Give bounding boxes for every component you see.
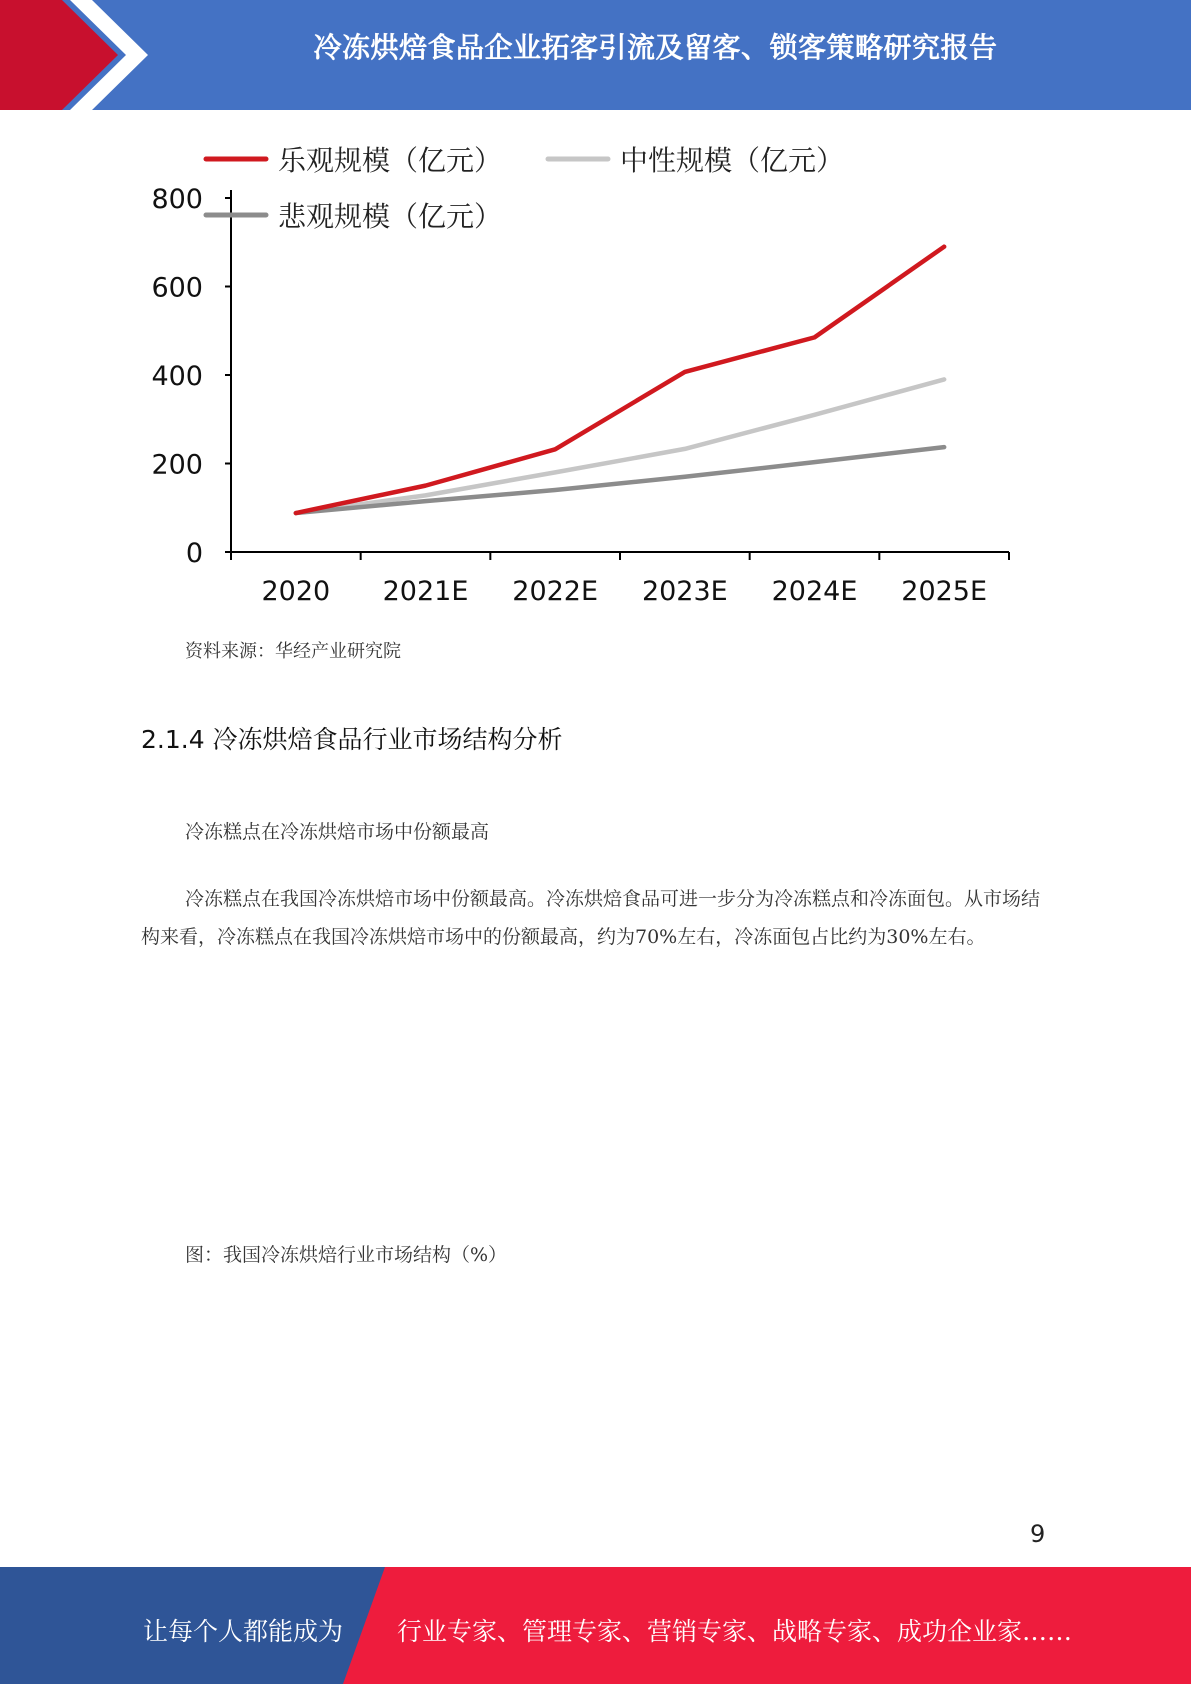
y-tick-label: 800 (151, 184, 203, 215)
series-line-0 (296, 247, 944, 513)
section-subtitle: 冷冻糕点在冷冻烘焙市场中份额最高 (185, 821, 490, 843)
x-tick-label: 2023E (641, 576, 728, 607)
figure-caption: 图：我国冷冻烘焙行业市场结构（%） (185, 1244, 508, 1266)
footer-slogan-left: 让每个人都能成为 (143, 1617, 344, 1646)
page-header (0, 0, 1191, 110)
x-tick-label: 2024E (771, 576, 858, 607)
legend-label-0: 乐观规模（亿元） (278, 144, 503, 177)
y-tick-label: 200 (151, 449, 203, 481)
y-tick-label: 0 (185, 538, 203, 569)
legend-label-1: 中性规模（亿元） (620, 144, 845, 177)
x-tick-label: 2022E (512, 576, 599, 607)
y-tick-label: 400 (151, 361, 203, 392)
market-scale-line-chart (140, 140, 1020, 620)
legend-label-2: 悲观规模（亿元） (278, 200, 503, 233)
page-number: 9 (1030, 1520, 1046, 1548)
x-tick-label: 2021E (382, 576, 469, 607)
x-tick-label: 2025E (901, 576, 988, 607)
source-note: 资料来源：华经产业研究院 (185, 641, 401, 662)
report-title: 冷冻烘焙食品企业拓客引流及留客、锁客策略研究报告 (313, 31, 998, 64)
body-paragraph: 冷冻糕点在我国冷冻烘焙市场中份额最高。冷冻烘焙食品可进一步分为冷冻糕点和冷冻面包。从市场结构来看，冷冻糕点在我国冷冻烘焙市场中的份额最高，约为70%左右，冷冻面包占比约为30%左右。 (141, 888, 1041, 948)
x-tick-label: 2020 (261, 576, 331, 607)
series-line-2 (296, 447, 944, 513)
y-tick-label: 600 (151, 272, 203, 304)
header-chevron-decoration (0, 0, 160, 110)
section-heading: 2.1.4 冷冻烘焙食品行业市场结构分析 (141, 725, 563, 754)
page-footer (0, 1567, 1191, 1684)
footer-slogan-right: 行业专家、管理专家、营销专家、战略专家、成功企业家…… (397, 1617, 1073, 1646)
